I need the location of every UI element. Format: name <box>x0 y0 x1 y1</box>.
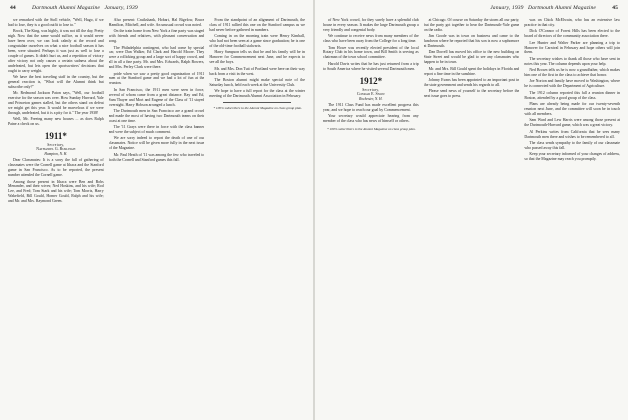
column-4 <box>323 18 419 414</box>
paragraph: at Chicago. Of course on Saturday the storm all our party, but the party got together to hear the Dartmouth-Yale game on the radio. <box>423 18 520 32</box>
divider <box>223 102 291 103</box>
paragraph: Your secretary would appreciate hearing from any member of the class who has news of himself or others. <box>323 114 419 124</box>
paragraph: Keep your secretary informed of your changes of address, so that the Magazine may reach you promptly. <box>524 152 621 162</box>
paragraph: Harry Sampson tells us that he and his family will be in Hanover for Commencement next June, and he expects to see all the boys. <box>209 50 306 65</box>
left-columns <box>8 18 305 414</box>
paragraph: The Boston alumni might make special note of the Saturday lunch, held each week at the University Club. <box>209 77 306 87</box>
paragraph: pride when we saw a pretty good organization of 1911 men at the Stanford game and we had a lot of fun at the reunion. <box>108 71 205 86</box>
paragraph: We hope to have a full report for the class at the winter meeting of the Dartmouth Alumni Association in February. <box>209 89 306 99</box>
paragraph: We have the best traveling staff in the country, but the general reaction is, "What will the Alumni think but subscribe only?" <box>8 74 104 89</box>
paragraph: Sam Ward and Lew Harris were among those present at the Dartmouth-Harvard game, which was a great victory. <box>524 118 621 128</box>
paragraph: Dick O'Connor of Forest Hills has been elected to the board of directors of the community association there. <box>524 29 621 39</box>
class-1912-heading: 1912* <box>359 75 383 86</box>
paragraph: Mr. Paul Heath of '11 was among the few who traveled to both the Cornell and Stanford games this fall. <box>108 152 205 162</box>
paragraph: The 1911 Class Fund has made excellent progress this year, and we hope to reach our goal by Commencement. <box>323 102 419 112</box>
footnote-1912: * 100% subscribers to the Alumni Magazine on class group plan. <box>327 127 416 132</box>
paragraph: Mr. Redmond Jackson Paton says, "Well, our football exercise for the season was over. How Sunday Harvard, Yale and Princeton games stalled, but the others stand on defeat we might get this year. It would be marvelous if we were through, undefeated, but it is a pity for it." The year 1938! <box>8 91 104 115</box>
left-page <box>0 0 313 420</box>
paragraph: Plans are already being made for our twenty-seventh reunion next June, and the committee will soon be in touch with all members. <box>524 102 621 116</box>
paragraph: we remarked with the Stoll vehicle, "Well, Hugo, if we had to lose, they is a good outfit to lose to." <box>8 18 104 27</box>
paragraph: Al Perkins writes from California that he sees many Dartmouth men there and wishes to be remembered to all. <box>524 129 621 139</box>
class-1912-secretary-name: Conrad E. Snow <box>356 91 385 96</box>
paragraph: On the train home from New York a fine party was staged with friends and relatives, with pleasant conversation and song. <box>108 29 205 44</box>
paragraph: Lee Hunter and Walter Parker are planning a trip to Hanover for Carnival in February and hope others will join them. <box>524 40 621 55</box>
paragraph: Coming in on the morning train were Henry Kimball, who had not been seen at a game since graduation; he is one of the old-time football stalwarts. <box>209 34 306 49</box>
paragraph: Harold Davis writes that he has just returned from a trip to South America where he visited several Dartmouth men. <box>323 61 419 71</box>
paragraph: We continue to receive news from many members of the class who have been away from the College for a long time. <box>323 34 419 44</box>
column-5 <box>424 18 520 414</box>
paragraph: Johnny Evans has been appointed to an important post in the state government and sends his regards to all. <box>423 77 520 87</box>
paragraph: Jim Goode was in town on business and came to the luncheon where he reported that his son is now a sophomore at Dartmouth. <box>423 34 520 49</box>
paragraph: The class sends sympathy to the family of our classmate who passed away this fall. <box>524 140 621 150</box>
class-1911-secretary-label: Secretary, <box>47 143 65 148</box>
footnote-1911: * 100% subscribers to the Alumni Magazine on class group plan. <box>213 106 302 111</box>
paragraph: Mr. and Mrs. Bill Gould spent the holidays in Florida and report a fine time in the sunshine. <box>423 66 520 76</box>
column-2 <box>109 18 205 414</box>
left-page-header <box>10 5 303 15</box>
paragraph: From the standpoint of an alignment of Dartmouth, the class of 1911 rallied this one on the Stanford campus as we had never before gathered in numbers. <box>209 18 306 32</box>
right-columns <box>323 18 620 414</box>
page-number: 44 <box>10 5 16 11</box>
class-1911-heading: 1911* <box>44 131 67 142</box>
paragraph: Dear Classmates: It is a sorry the fall of gathering of classmates were the Cornell game at Ithaca and the Stanford game in San Francisco. As to be reported, the present number attended the Cornell game. <box>8 158 104 178</box>
paragraph: Well, Mr. Freeing many new houses ... as does Ralph Paine a check on us. <box>8 117 104 127</box>
paragraph: Please send news of yourself to the secretary before the next issue goes to press. <box>423 89 520 99</box>
column-1 <box>8 18 104 414</box>
paragraph: The secretary wishes to thank all those who have sent in notes this year. The column depends upon your help. <box>524 56 621 66</box>
paragraph: of New York crowd, for they surely have a splendid club house in every season. It makes the large Dartmouth group a very friendly and congenial body. <box>323 18 419 32</box>
paragraph: In San Francisco, the 1911 men were seen in force, several of whom came from a great distance. Ray and Ed, Sam Thayer and Mort and Eugene of the Class of '11 stayed overnight. Harry Hobson arranged a lunch. <box>108 87 205 107</box>
paragraph: Dan Dorrell has moved his office to the new building on State Street and would be glad to see any classmates who happen to be in town. <box>423 50 520 65</box>
running-title: January, 1939 Dartmouth Alumni Magazine <box>490 5 596 11</box>
paragraph: Also present: Cruikshank, Hobart, Hal Bigelow, Bruce Hamilton, Mitchell, and wife. An unusual crowd was noted. <box>108 18 205 27</box>
class-1912-address: Rochester, N. H. <box>359 96 383 101</box>
paragraph: The Philadelphia contingent, who had come by special car, were Dan Walker, Ed Clark and Harold Moore. They were a rollicking group and a large sort of happy crowd, and all in all a fine party. Mr. and Mrs. Edwards, Ralph Bowers, and Mrs. Perley Clark were there. <box>108 45 205 70</box>
paragraph: Joe Norton and family have moved to Washington, where he is connected with the Department of Agriculture. <box>524 79 621 89</box>
paragraph: Brock, The King, was highly, it was not till the day, Pretty nigh. Now that the same would suffice, as it would never have been over, we can look calmly at the record and congratulate ourselves on what a nice football season it has been, were situated. Perhaps it was just as well to lose a couple of games. It didn't hurt us, and a repetition of victory after victory not only causes a certain sadness about the undefeated, but lets open the sportswriters' decisions that ought to carry weight. <box>8 29 104 73</box>
paragraph: Among those present in Ithaca were Ben and Bobs Menander, and their wives; Ned Hoskins, and his wife; Rod Lee, and Fred; Tom Stark and his wife; Tom Morris, Harry Wakefield, Bill Gould, Homer Gould, Ralph and his wife; and Mr. and Mrs. Raymond Green. <box>8 179 104 204</box>
paragraph: The Dartmouth men in San Francisco are a grand crowd and made the most of having two Dartmouth teams on their coast at one time. <box>108 108 205 123</box>
paragraph: was on Chick McElwain, who has an extensive law practice in that city. <box>524 18 621 27</box>
class-1912-secretary-label: Secretary, <box>362 87 380 92</box>
running-title: Dartmouth Alumni Magazine January, 1939 <box>32 5 138 11</box>
class-1911-address: Hampton, N. H. <box>44 152 68 157</box>
page-number: 45 <box>612 5 618 11</box>
right-page-header <box>325 5 618 15</box>
class-1911-secretary-name: Nathaniel G. Burleigh <box>36 147 76 152</box>
paragraph: The 1912 column reported this fall a reunion dinner in Boston, attended by a good group of the class. <box>524 90 621 100</box>
paragraph: The '11 Grays were there in force with the class banner and were the subject of much comment. <box>108 125 205 135</box>
column-6 <box>524 18 620 414</box>
paragraph: Ned Brown tells us he is now a grandfather, which makes him one of the first in the class to achieve that honor. <box>524 68 621 78</box>
column-3 <box>209 18 305 414</box>
paragraph: Tom Howe was recently elected president of the local Rotary Club in his home town, and Bill Smith is serving as chairman of the town school committee. <box>323 45 419 60</box>
right-page <box>315 0 628 420</box>
paragraph: We are sorry indeed to report the death of one of our classmates. Notice will be given more fully in the next issue of the Magazine. <box>108 136 205 151</box>
paragraph: Mr. and Mrs. Don Tutt of Portland were here on their way back from a visit in the west. <box>209 66 306 76</box>
